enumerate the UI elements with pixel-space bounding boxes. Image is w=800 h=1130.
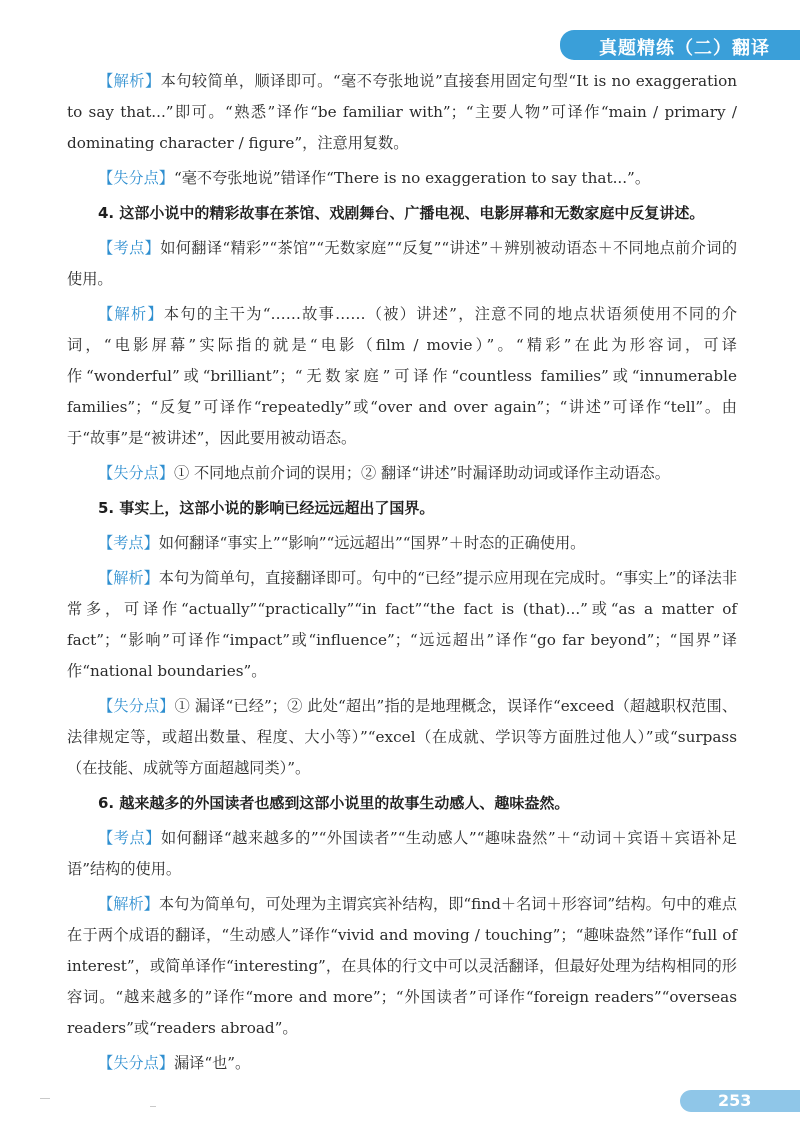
test-point-paragraph (67, 528, 737, 559)
question-heading: 5. 事实上，这部小说的影响已经远远超出了国界。 (98, 499, 435, 517)
error-point-paragraph (67, 1048, 737, 1079)
decorative-mark (150, 1106, 156, 1107)
page-body (67, 66, 737, 1083)
page-number-banner (680, 1090, 800, 1112)
header-banner (560, 30, 800, 60)
tag-label: 【考点】 (98, 829, 161, 847)
tag-label: 【解析】 (98, 569, 159, 587)
tag-label: 【失分点】 (98, 697, 175, 715)
paragraph-text: 如何翻译“越来越多的”“外国读者”“生动感人”“趣味盎然”＋“动词＋宾语＋宾语补足语”结构的使用。 (67, 829, 737, 878)
paragraph-text: “毫不夸张地说”错译作“There is no exaggeration to say that...”。 (173, 169, 651, 187)
test-point-paragraph (67, 233, 737, 295)
analysis-paragraph (67, 299, 737, 454)
paragraph-text: 如何翻译“事实上”“影响”“远远超出”“国界”＋时态的正确使用。 (158, 534, 586, 552)
tag-label: 【考点】 (98, 534, 159, 552)
paragraph-text: ① 不同地点前介词的误用；② 翻译“讲述”时漏译助动词或译作主动语态。 (173, 464, 670, 482)
analysis-paragraph (67, 563, 737, 687)
paragraph-text: 本句较简单，顺译即可。“毫不夸张地说”直接套用固定句型“It is no exaggeration to say that...”即可。“熟悉”译作“be familiar with”；“主要人物”可译作“main / primary / dominating character / figure”，注意用复数。 (67, 72, 738, 152)
error-point-paragraph (67, 458, 737, 489)
paragraph-text: 本句为简单句，直接翻译即可。句中的“已经”提示应用现在完成时。“事实上”的译法非常多，可译作“actually”“practically”“in fact”“the fact is (that)...”或“as a matter of fact”；“影响”可译作“impact”或“influence”；“远远超出”译作“go far beyond”；“国界”译作“national boundaries”。 (67, 569, 738, 680)
tag-label: 【失分点】 (98, 1054, 174, 1072)
test-point-paragraph (67, 823, 737, 885)
question-heading: 4. 这部小说中的精彩故事在茶馆、戏剧舞台、广播电视、电影屏幕和无数家庭中反复讲述。 (98, 204, 705, 222)
tag-label: 【失分点】 (98, 464, 174, 482)
paragraph-text: 本句的主干为“……故事……（被）讲述”，注意不同的地点状语须使用不同的介词，“电影屏幕”实际指的就是“电影（film / movie）”。“精彩”在此为形容词，可译作“wonderful”或“brilliant”；“无数家庭”可译作“countless families”或“innumerable families”；“反复”可译作“repeatedly”或“over and over again”；“讲述”可译作“tell”。由于“故事”是“被讲述”，因此要用被动语态。 (67, 305, 738, 447)
tag-label: 【考点】 (98, 239, 161, 257)
tag-label: 【解析】 (98, 305, 164, 323)
decorative-mark (40, 1098, 50, 1099)
tag-label: 【失分点】 (98, 169, 174, 187)
paragraph-text: 漏译“也”。 (173, 1054, 251, 1072)
question-heading: 6. 越来越多的外国读者也感到这部小说里的故事生动感人、趣味盎然。 (98, 794, 570, 812)
tag-label: 【解析】 (98, 72, 161, 90)
error-point-paragraph (67, 691, 737, 784)
paragraph-text: 如何翻译“精彩”“茶馆”“无数家庭”“反复”“讲述”＋辨别被动语态＋不同地点前介词的使用。 (67, 239, 738, 288)
page-number: 253 (718, 1091, 752, 1110)
page-header-title: 真题精练（二）翻译 (599, 38, 770, 59)
analysis-paragraph (67, 66, 737, 159)
tag-label: 【解析】 (98, 895, 159, 913)
paragraph-text: ① 漏译“已经”；② 此处“超出”指的是地理概念，误译作“exceed（超越职权范围、法律规定等，或超出数量、程度、大小等）”“excel（在成就、学识等方面胜过他人）”或“surpass（在技能、成就等方面超越同类）”。 (67, 697, 738, 777)
analysis-paragraph (67, 889, 737, 1044)
paragraph-text: 本句为简单句，可处理为主谓宾宾补结构，即“find＋名词＋形容词”结构。句中的难点在于两个成语的翻译，“生动感人”译作“vivid and moving / touching”；“趣味盎然”译作“full of interest”，或简单译作“interesting”，在具体的行文中可以灵活翻译，但最好处理为结构相同的形容词。“越来越多的”译作“more and more”；“外国读者”可译作“foreign readers”“overseas readers”或“readers abroad”。 (67, 895, 737, 1037)
error-point-paragraph (67, 163, 737, 194)
